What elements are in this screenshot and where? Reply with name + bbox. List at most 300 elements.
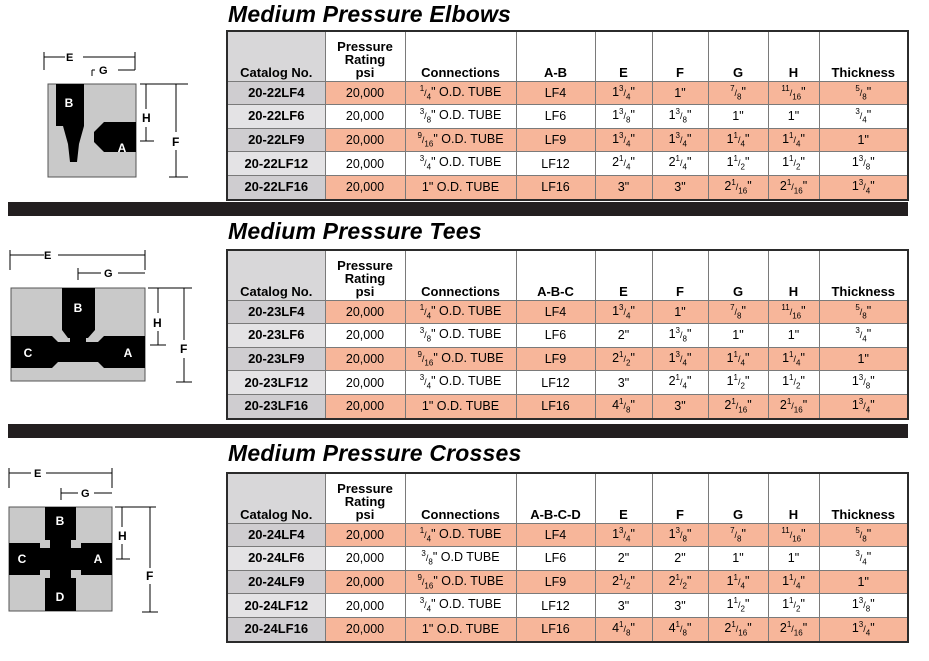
inch-mark: " [747, 621, 752, 636]
dim-g-numerator: 1 [733, 154, 738, 164]
dim-h-whole: 2 [779, 398, 787, 413]
dim-g [708, 371, 768, 395]
dim-f [652, 128, 708, 152]
dim-thickness-numerator: 3 [858, 178, 864, 188]
fraction-slash: / [424, 87, 427, 98]
inch-mark: " [431, 155, 440, 170]
dim-h [768, 523, 819, 547]
fraction-slash: / [680, 377, 683, 388]
fraction-slash: / [738, 576, 741, 587]
port-size: LF4 [516, 523, 595, 547]
dim-g-denominator: 8 [737, 534, 742, 544]
header-connections: Connections [405, 250, 516, 300]
dim-e-whole: 1 [612, 108, 620, 123]
dim-g [708, 395, 768, 419]
dim-thickness [819, 523, 908, 547]
catalog-number: 20-22LF12 [227, 152, 325, 176]
header-row [227, 31, 908, 81]
dim-e-whole: 1 [612, 303, 620, 318]
header-pressure-line: Rating [344, 493, 386, 509]
dim-f [652, 152, 708, 176]
dim-e [595, 395, 652, 419]
header-pressure-line: Pressure [337, 38, 393, 54]
dim-thickness-whole: 1 [851, 179, 859, 194]
inch-mark: " [866, 303, 872, 318]
connection [405, 105, 516, 129]
dim-e-whole: 1 [612, 526, 620, 541]
dim-g-denominator: 4 [740, 358, 745, 368]
dim-g-denominator: 8 [737, 92, 742, 102]
port-size: LF9 [516, 128, 595, 152]
connection-denominator: 16 [424, 358, 434, 368]
port-size: LF9 [516, 570, 595, 594]
fraction-slash: / [863, 182, 866, 193]
table-row [227, 81, 908, 105]
connection-text: O.D. TUBE [439, 108, 502, 123]
dim-g-whole: 1 [726, 597, 734, 612]
dim-f-numerator: 1 [675, 620, 680, 630]
inch-mark: " [800, 573, 805, 588]
dim-thickness-denominator: 4 [865, 186, 871, 196]
inch-mark: " [747, 398, 752, 413]
dim-thickness [819, 152, 908, 176]
header-ports: A-B-C [516, 250, 595, 300]
connection [405, 300, 516, 324]
connection-numerator: 3 [419, 107, 425, 117]
dim-h [768, 324, 819, 348]
header-catalog: Catalog No. [227, 250, 325, 300]
inch-mark: " [744, 350, 750, 365]
dim-thickness [819, 570, 908, 594]
dim-h-numerator: 1 [786, 397, 792, 407]
dim-f [652, 523, 708, 547]
fraction-slash: / [623, 87, 627, 98]
dim-thickness-denominator: 8 [862, 534, 867, 544]
inch-mark: " [624, 598, 630, 613]
elbows-table [226, 30, 909, 201]
dim-g-numerator: 1 [733, 373, 738, 383]
connection-denominator: 8 [428, 557, 433, 567]
connection-text: O.D. TUBE [439, 374, 502, 389]
fraction-slash: / [623, 576, 627, 587]
dim-thickness-whole: 1 [857, 352, 865, 367]
dim-h-numerator: 11 [781, 83, 790, 93]
dim-thickness-numerator: 5 [855, 302, 860, 312]
dim-f [652, 347, 708, 371]
inch-mark: " [431, 526, 440, 541]
dim-f [652, 547, 708, 571]
dim-f-whole: 1 [668, 131, 676, 146]
header-row [227, 473, 908, 523]
connection-denominator: 4 [426, 163, 432, 173]
dim-e-numerator: 1 [619, 397, 624, 407]
connection [405, 618, 516, 642]
fraction-slash: / [863, 401, 866, 412]
catalog-number: 20-24LF6 [227, 547, 325, 571]
header-pressure [325, 250, 405, 300]
dim-f-whole: 1 [674, 85, 682, 100]
dim-h-label: H [118, 529, 127, 543]
inch-mark: " [630, 526, 635, 541]
inch-mark: " [686, 108, 692, 123]
inch-mark: " [624, 180, 630, 195]
dim-g-whole: 1 [726, 573, 734, 588]
inch-mark: " [686, 573, 692, 588]
dim-h-numerator: 1 [789, 154, 794, 164]
inch-mark: " [686, 350, 692, 365]
dim-h-denominator: 2 [796, 163, 801, 173]
inch-mark: " [801, 303, 806, 318]
dim-f [652, 395, 708, 419]
pressure-rating: 20,000 [325, 547, 405, 571]
port-a-label: A [117, 141, 127, 155]
dim-thickness [819, 594, 908, 618]
port-a-label: A [93, 552, 103, 566]
port-b-label: B [55, 514, 65, 528]
dim-h-denominator: 2 [796, 605, 801, 615]
catalog-number: 20-24LF9 [227, 570, 325, 594]
dim-h-whole: 1 [787, 551, 795, 566]
crosses-title: Medium Pressure Crosses [228, 440, 522, 466]
pressure-rating: 20,000 [325, 618, 405, 642]
inch-mark: " [681, 304, 686, 319]
inch-mark: " [866, 327, 872, 342]
dim-h-numerator: 1 [789, 373, 794, 383]
inch-mark: " [681, 399, 686, 414]
dim-h-numerator: 1 [789, 130, 794, 140]
inch-mark: " [744, 597, 750, 612]
connection-numerator: 3 [419, 596, 425, 606]
catalog-number: 20-24LF4 [227, 523, 325, 547]
dim-f [652, 300, 708, 324]
dim-g-denominator: 16 [738, 405, 748, 415]
dim-g-whole: 2 [724, 398, 732, 413]
port-b-label: B [64, 96, 74, 110]
header-connections: Connections [405, 473, 516, 523]
fraction-slash: / [734, 529, 738, 540]
connection [405, 570, 516, 594]
dim-h-whole: 1 [787, 328, 795, 343]
inch-mark: " [681, 598, 686, 613]
dim-thickness-numerator: 3 [855, 326, 860, 336]
connection [405, 395, 516, 419]
port-c-label: C [17, 552, 27, 566]
connection-text: O.D. TUBE [441, 573, 504, 588]
connection-text: 1" O.D. TUBE [421, 399, 500, 414]
header-h: H [768, 473, 819, 523]
dim-h [768, 618, 819, 642]
catalog-number: 20-23LF6 [227, 324, 325, 348]
connection-text: O.D. TUBE [441, 350, 504, 365]
header-thickness: Thickness [819, 473, 908, 523]
connection-numerator: 1 [419, 302, 425, 312]
dim-thickness-numerator: 3 [858, 154, 864, 164]
inch-mark: " [870, 374, 875, 389]
dim-thickness [819, 105, 908, 129]
dim-h-denominator: 16 [792, 534, 802, 544]
dim-g-denominator: 2 [740, 605, 745, 615]
table-row [227, 128, 908, 152]
fraction-slash: / [680, 158, 683, 169]
dim-f-denominator: 8 [682, 115, 687, 125]
dim-g [708, 128, 768, 152]
port-d-label: D [55, 590, 65, 604]
port-a-shape [96, 336, 145, 368]
connection [405, 152, 516, 176]
elbows-title: Medium Pressure Elbows [228, 1, 512, 27]
dim-g-numerator: 7 [730, 302, 735, 312]
dim-h [768, 128, 819, 152]
dim-h [768, 371, 819, 395]
connection-text: O.D. TUBE [439, 84, 502, 99]
header-f: F [652, 31, 708, 81]
header-h: H [768, 250, 819, 300]
header-ports: A-B [516, 31, 595, 81]
dim-g [708, 105, 768, 129]
dim-e [595, 152, 652, 176]
fraction-slash: / [793, 134, 797, 145]
dim-h [768, 347, 819, 371]
dim-g-denominator: 2 [740, 382, 745, 392]
dim-g-whole: 1 [726, 155, 734, 170]
dim-h-denominator: 16 [793, 405, 803, 415]
fraction-slash: / [424, 529, 427, 540]
dim-f-whole: 2 [674, 551, 682, 566]
inch-mark: " [739, 328, 744, 343]
header-thickness: Thickness [819, 250, 908, 300]
dim-f-denominator: 8 [682, 628, 687, 638]
header-thickness: Thickness [819, 31, 908, 81]
dim-f-denominator: 4 [682, 358, 687, 368]
dim-thickness-whole: 1 [851, 597, 859, 612]
dim-f-whole: 1 [674, 304, 682, 319]
header-pressure-line: psi [355, 64, 375, 80]
dim-e-numerator: 3 [619, 525, 624, 535]
fraction-slash: / [424, 330, 427, 341]
dim-e-numerator: 1 [619, 620, 624, 630]
connection-text: O.D. TUBE [441, 131, 504, 146]
inch-mark: " [802, 398, 808, 413]
connection-numerator: 1 [419, 83, 425, 93]
dim-e-whole: 4 [612, 621, 620, 636]
fraction-slash: / [424, 377, 427, 388]
header-pressure-line: Pressure [337, 257, 393, 273]
dim-h-whole: 1 [782, 573, 790, 588]
dim-g-numerator: 1 [731, 397, 736, 407]
inch-mark: " [741, 84, 746, 99]
pressure-rating: 20,000 [325, 152, 405, 176]
dim-g-numerator: 1 [733, 130, 738, 140]
dim-e [595, 347, 652, 371]
dim-h-numerator: 1 [789, 572, 794, 582]
fraction-slash: / [680, 111, 683, 122]
dim-thickness-denominator: 8 [862, 311, 867, 321]
inch-mark: " [866, 84, 872, 99]
dim-f-label: F [146, 569, 154, 583]
inch-mark: " [624, 375, 630, 390]
dim-g [708, 570, 768, 594]
inch-mark: " [630, 573, 635, 588]
dim-g [708, 547, 768, 571]
inch-mark: " [431, 327, 440, 342]
inch-mark: " [800, 350, 805, 365]
fraction-slash: / [859, 111, 863, 122]
dim-e-denominator: 4 [626, 163, 631, 173]
fraction-slash: / [623, 306, 627, 317]
connection-text: O.D. TUBE [439, 303, 502, 318]
dim-h-denominator: 16 [792, 92, 802, 102]
fraction-slash: / [424, 158, 427, 169]
fraction-slash: / [793, 377, 797, 388]
dim-e-label: E [44, 250, 52, 262]
pressure-rating: 20,000 [325, 300, 405, 324]
port-c-label: C [23, 346, 33, 360]
table-row [227, 618, 908, 642]
table-row [227, 371, 908, 395]
port-size: LF9 [516, 347, 595, 371]
dim-e-denominator: 8 [626, 405, 631, 415]
dim-h-denominator: 4 [796, 139, 801, 149]
fraction-slash: / [738, 600, 741, 611]
connection [405, 371, 516, 395]
table-row [227, 570, 908, 594]
dim-g [708, 152, 768, 176]
dim-h-numerator: 11 [781, 525, 790, 535]
fraction-slash: / [421, 576, 425, 587]
inch-mark: " [681, 85, 686, 100]
table-row [227, 547, 908, 571]
dim-g-numerator: 1 [731, 178, 736, 188]
catalog-number: 20-22LF9 [227, 128, 325, 152]
dim-thickness-denominator: 8 [865, 382, 871, 392]
inch-mark: " [870, 398, 875, 413]
fraction-slash: / [738, 353, 741, 364]
dim-g-whole: 1 [726, 350, 734, 365]
dim-g-label: G [99, 65, 108, 77]
dim-h-whole: 2 [779, 179, 787, 194]
fraction-slash: / [859, 306, 863, 317]
inch-mark: " [739, 109, 744, 124]
dim-e-whole: 1 [612, 131, 620, 146]
dim-e [595, 105, 652, 129]
connection-denominator: 4 [426, 311, 432, 321]
dim-e-whole: 4 [612, 398, 620, 413]
dim-e-whole: 2 [612, 155, 620, 170]
header-pressure-line: Pressure [337, 480, 393, 496]
dim-thickness-whole: 1 [851, 621, 859, 636]
dim-h [768, 176, 819, 200]
dim-f-whole: 1 [668, 327, 676, 342]
dim-g-denominator: 16 [738, 628, 748, 638]
inch-mark: " [801, 84, 806, 99]
dim-g-numerator: 1 [733, 596, 738, 606]
dim-g-numerator: 1 [733, 349, 738, 359]
connection [405, 81, 516, 105]
inch-mark: " [686, 155, 692, 170]
fraction-slash: / [738, 134, 741, 145]
dim-e-label: E [66, 52, 74, 64]
inch-mark: " [686, 526, 692, 541]
dim-g-numerator: 1 [733, 572, 738, 582]
dim-thickness-denominator: 4 [862, 557, 867, 567]
port-size: LF12 [516, 594, 595, 618]
port-size: LF16 [516, 618, 595, 642]
dim-g-denominator: 8 [737, 311, 742, 321]
inch-mark: " [686, 131, 692, 146]
port-a-shape [94, 122, 136, 152]
dim-thickness [819, 128, 908, 152]
dim-g [708, 300, 768, 324]
connection-numerator: 3 [419, 373, 425, 383]
dim-e-whole: 3 [617, 180, 625, 195]
fraction-slash: / [623, 158, 627, 169]
fraction-slash: / [424, 111, 427, 122]
dim-g-whole: 2 [724, 621, 732, 636]
dim-e [595, 324, 652, 348]
dim-thickness-denominator: 8 [862, 92, 867, 102]
fraction-slash: / [791, 401, 794, 412]
dim-h-denominator: 16 [793, 628, 803, 638]
fraction-slash: / [793, 353, 797, 364]
dim-f-numerator: 3 [675, 525, 680, 535]
pressure-rating: 20,000 [325, 523, 405, 547]
dim-e-denominator: 4 [626, 139, 631, 149]
inch-mark: " [630, 155, 635, 170]
dim-thickness-denominator: 4 [865, 628, 871, 638]
fraction-slash: / [734, 306, 738, 317]
dim-f-numerator: 1 [675, 154, 680, 164]
dim-g-denominator: 4 [740, 139, 745, 149]
fraction-slash: / [859, 87, 863, 98]
header-pressure-line: Rating [344, 270, 386, 286]
dim-thickness [819, 618, 908, 642]
inch-mark: " [630, 303, 635, 318]
dim-e-numerator: 1 [619, 349, 624, 359]
connection-denominator: 8 [426, 334, 432, 344]
dim-h-whole: 1 [782, 131, 790, 146]
inch-mark: " [630, 84, 635, 99]
dim-f-numerator: 3 [675, 107, 680, 117]
dim-f-denominator: 4 [682, 163, 687, 173]
dim-e [595, 128, 652, 152]
port-size: LF16 [516, 395, 595, 419]
dim-h-numerator: 1 [789, 596, 794, 606]
inch-mark: " [741, 303, 746, 318]
dim-e [595, 81, 652, 105]
dim-e [595, 547, 652, 571]
fraction-slash: / [859, 529, 863, 540]
inch-mark: " [744, 131, 750, 146]
dim-e-whole: 3 [617, 375, 625, 390]
connection [405, 128, 516, 152]
inch-mark: " [864, 352, 869, 367]
dim-f-denominator: 8 [682, 334, 687, 344]
fraction-slash: / [680, 576, 683, 587]
inch-mark: " [870, 179, 875, 194]
catalog-number: 20-23LF16 [227, 395, 325, 419]
inch-mark: " [630, 108, 635, 123]
dim-f-whole: 1 [668, 526, 676, 541]
inch-mark: " [802, 621, 808, 636]
pressure-rating: 20,000 [325, 105, 405, 129]
dim-h [768, 570, 819, 594]
header-pressure-line: Rating [344, 51, 386, 67]
dim-e-denominator: 2 [626, 358, 631, 368]
dim-g-denominator: 2 [740, 163, 745, 173]
inch-mark: " [744, 573, 750, 588]
dim-thickness-denominator: 4 [862, 115, 867, 125]
header-catalog: Catalog No. [227, 473, 325, 523]
